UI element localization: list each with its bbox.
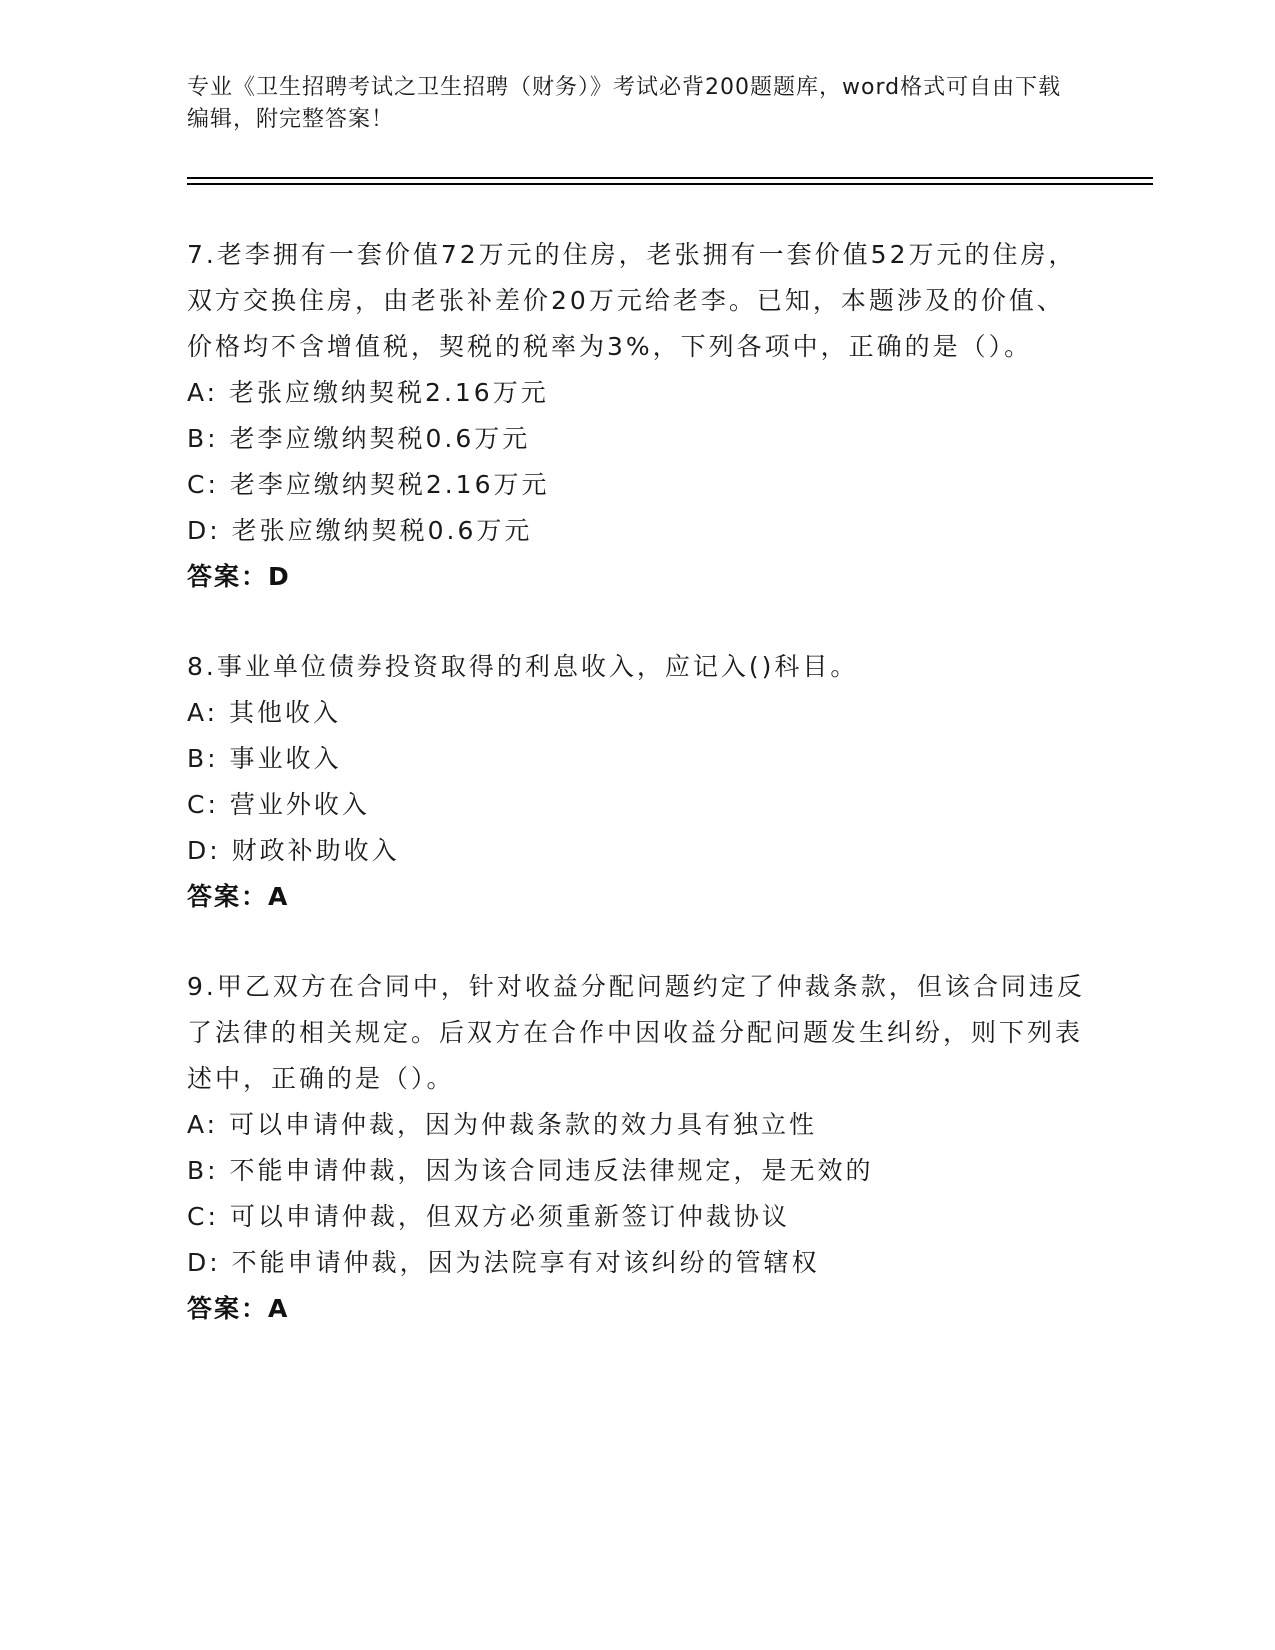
option-c: C: 可以申请仲裁，但双方必须重新签订仲裁协议 [187, 1202, 790, 1231]
option-d: D: 不能申请仲裁，因为法院享有对该纠纷的管辖权 [187, 1248, 820, 1277]
question-stem: 7.老李拥有一套价值72万元的住房，老张拥有一套价值52万元的住房，双方交换住房，由老张补差价20万元给老李。已知，本题涉及的价值、价格均不含增值税，契税的税率为3%，下列各项中，正确的是（）。 [187, 240, 1077, 361]
question-7 [187, 232, 1087, 600]
option-b: B: 事业收入 [187, 744, 342, 773]
question-8 [187, 644, 1087, 920]
question-list [187, 232, 1087, 1376]
option-c: C: 营业外收入 [187, 790, 370, 819]
option-b: B: 老李应缴纳契税0.6万元 [187, 424, 531, 453]
option-b: B: 不能申请仲裁，因为该合同违反法律规定，是无效的 [187, 1156, 874, 1185]
answer-label: 答案：D [187, 562, 291, 591]
header-divider-bottom [187, 183, 1153, 185]
option-d: D: 财政补助收入 [187, 836, 400, 865]
question-stem: 8.事业单位债券投资取得的利息收入，应记入()科目。 [187, 652, 859, 681]
option-c: C: 老李应缴纳契税2.16万元 [187, 470, 550, 499]
document-header: 专业《卫生招聘考试之卫生招聘（财务）》考试必背200题题库，word格式可自由下载编辑，附完整答案！ [187, 75, 1062, 132]
answer-label: 答案：A [187, 882, 290, 911]
option-d: D: 老张应缴纳契税0.6万元 [187, 516, 533, 545]
option-a: A: 老张应缴纳契税2.16万元 [187, 378, 549, 407]
question-stem: 9.甲乙双方在合同中，针对收益分配问题约定了仲裁条款，但该合同违反了法律的相关规定。后双方在合作中因收益分配问题发生纠纷，则下列表述中，正确的是（）。 [187, 972, 1085, 1093]
header-divider-top [187, 177, 1153, 179]
answer-label: 答案：A [187, 1294, 290, 1323]
question-9 [187, 964, 1087, 1332]
option-a: A: 可以申请仲裁，因为仲裁条款的效力具有独立性 [187, 1110, 818, 1139]
option-a: A: 其他收入 [187, 698, 342, 727]
